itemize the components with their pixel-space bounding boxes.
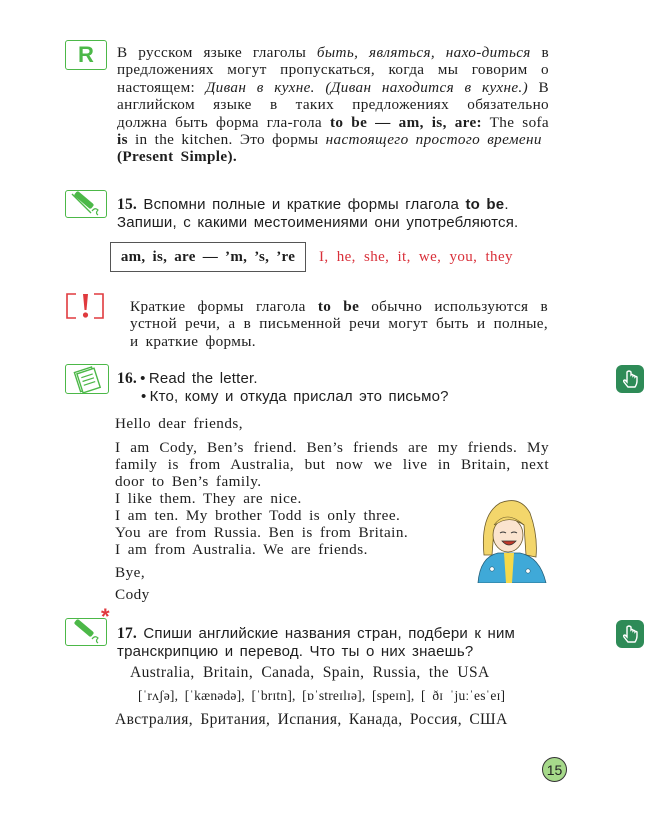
page-number-badge: 15 xyxy=(542,757,567,782)
cody-illustration xyxy=(470,495,550,583)
star-icon: * xyxy=(101,604,110,629)
write-pen-icon xyxy=(65,190,107,218)
exclamation-icon xyxy=(64,292,106,320)
task-17-instruction: 17. Спиши английские названия стран, подбери к ним транскрипцию и перевод. Что ты о них знаешь? xyxy=(117,625,516,660)
countries-list: Australia, Britain, Canada, Spain, Russia, the USA xyxy=(130,664,490,681)
hand-pointer-icon xyxy=(616,365,644,393)
rule-letter-icon: R xyxy=(78,42,94,67)
interactive-button-task16[interactable] xyxy=(616,365,644,393)
task-15-instruction: 15. Вспомни полные и краткие формы глагола to be. Запиши, с какими местоимениями они употребляются. xyxy=(117,196,519,231)
letter-body-1: I am Cody, Ben’s friend. Ben’s friends are my friends. My family is from Australia, but now we live in Britain, next door to Ben’s family. xyxy=(115,439,549,491)
letter-signature: Cody xyxy=(115,586,150,603)
letter-greeting: Hello dear friends, xyxy=(115,415,243,432)
letter-closing: Bye, xyxy=(115,564,146,581)
hand-pointer-icon xyxy=(616,620,644,648)
note-text: Краткие формы глагола to be обычно используются в устной речи, а в письменной речи могут быть и полные, и краткие формы. xyxy=(130,298,548,350)
letter-body-4: You are from Russia. Ben is from Britain. xyxy=(115,524,409,541)
read-notes-icon xyxy=(65,364,109,394)
letter-body-2: I like them. They are nice. xyxy=(115,490,302,507)
task-16-instruction: 16. • Read the letter. • Кто, кому и откуда прислал это письмо? xyxy=(117,370,449,405)
to-be-forms-box: am, is, are — ’m, ’s, ’re xyxy=(110,242,306,272)
letter-body-3: I am ten. My brother Todd is only three. xyxy=(115,507,401,524)
translations-list: Австралия, Британия, Испания, Канада, Россия, США xyxy=(115,711,508,728)
letter-body-5: I am from Australia. We are friends. xyxy=(115,541,368,558)
pronouns-list: I, he, she, it, we, you, they xyxy=(319,249,513,265)
rule-icon xyxy=(65,40,107,70)
interactive-button-task17[interactable] xyxy=(616,620,644,648)
transcriptions-list: [ˈrʌʃə], [ˈkænədə], [ˈbrɪtn], [ɒˈstreɪlɪə], [speɪn], [ ðɪ ˈjuːˈesˈeɪ] xyxy=(138,688,506,703)
rule-text: В русском языке глаголы быть, являться, нахо-диться в предложениях могут пропускаться, когда мы говорим о настоящем: Диван в кухне. (Диван находится в кухне.) В английском языке в таких предложениях обязательно должна быть форма гла-гола to be — am, is, are: The sofa is in the kitchen. Это формы настоящего простого времени (Present Simple). xyxy=(117,44,550,166)
